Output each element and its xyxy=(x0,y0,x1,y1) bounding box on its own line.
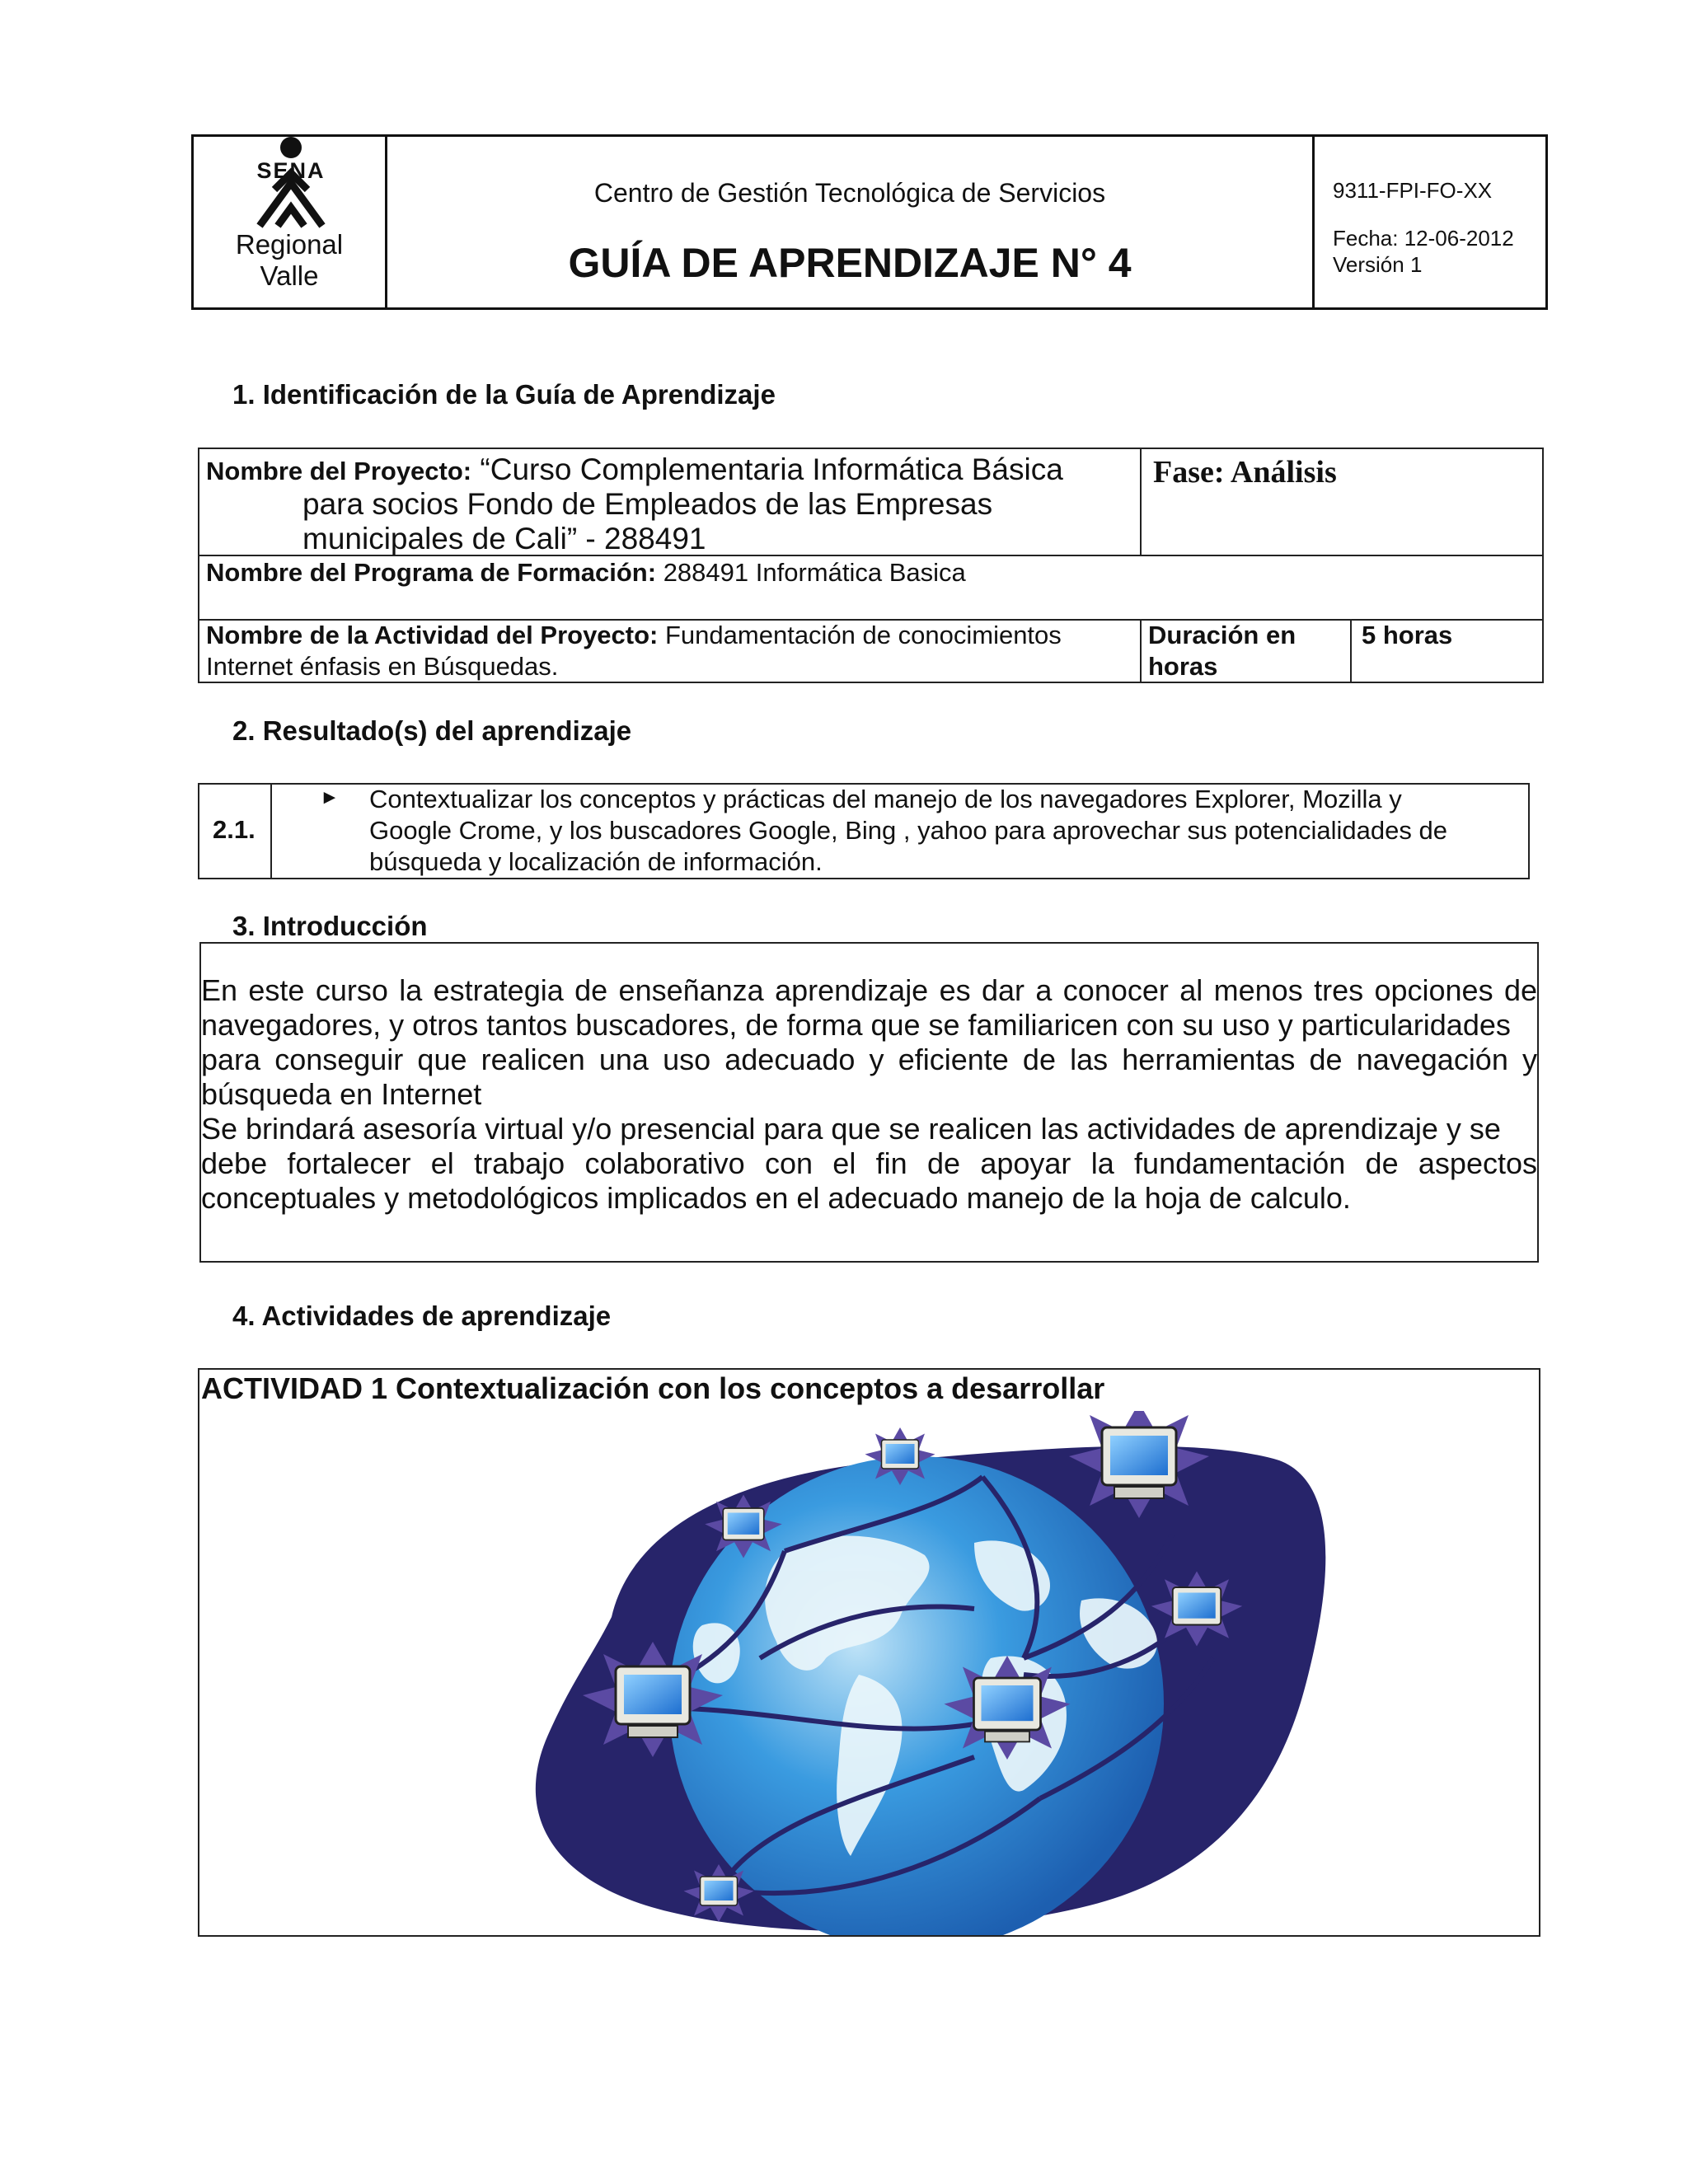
header-meta-cell xyxy=(1315,137,1545,307)
project-label: Nombre del Proyecto: xyxy=(206,457,472,485)
result-line1: Contextualizar los conceptos y prácticas del manejo de los navegadores Explorer, Mozilla y xyxy=(369,785,1402,813)
intro-text xyxy=(201,973,1537,1216)
regional-line1: Regional xyxy=(235,229,344,260)
duration-value-cell xyxy=(1352,621,1542,682)
internet-globe-illustration xyxy=(513,1411,1419,1937)
section2-title: 2. Resultado(s) del aprendizaje xyxy=(232,715,632,746)
program-label: Nombre del Programa de Formación: xyxy=(206,558,657,587)
intro-line7: conceptuales y metodológicos implicados en el adecuado manejo de la hoja de calculo. xyxy=(201,1181,1351,1215)
result-line2: Google Crome, y los buscadores Google, Bing , yahoo para aprovechar sus potencialidades de xyxy=(369,816,1447,845)
program-cell xyxy=(199,556,1542,621)
activity-cell xyxy=(199,621,1142,682)
section4-title: 4. Actividades de aprendizaje xyxy=(232,1301,612,1331)
intro-line2: navegadores, y otros tantos buscadores, de forma que se familiaricen con su uso y particularidades xyxy=(201,1008,1511,1042)
activity-label: Nombre de la Actividad del Proyecto: xyxy=(206,621,659,649)
phase-cell xyxy=(1142,449,1542,556)
document-version: Versión 1 xyxy=(1333,252,1423,277)
duration-label-cell xyxy=(1142,621,1352,682)
project-line1: “Curso Complementaria Informática Básica xyxy=(480,452,1063,486)
identification-table xyxy=(198,448,1544,683)
intro-line5: Se brindará asesoría virtual y/o presencial para que se realicen las actividades de aprendizaje y se xyxy=(201,1112,1501,1146)
document-date: Fecha: 12-06-2012 xyxy=(1333,226,1514,251)
introduction-box xyxy=(199,942,1539,1263)
document-header xyxy=(191,134,1548,310)
result-number-cell xyxy=(199,785,272,878)
program-row xyxy=(206,558,966,588)
center-subtitle: Centro de Gestión Tecnológica de Servicios xyxy=(593,178,1106,208)
activity-row xyxy=(206,621,1062,650)
result-number: 2.1. xyxy=(213,815,256,844)
bullet-arrow-icon: ► xyxy=(320,786,340,808)
duration-label-line2: horas xyxy=(1148,652,1218,681)
duration-value: 5 horas xyxy=(1362,621,1453,649)
regional-line2: Valle xyxy=(260,260,319,291)
phase-text: Fase: Análisis xyxy=(1153,455,1337,490)
activity1-title: ACTIVIDAD 1 Contextualización con los conceptos a desarrollar xyxy=(201,1371,1105,1405)
activity1-box xyxy=(198,1368,1540,1937)
project-line2: para socios Fondo de Empleados de las Empresas xyxy=(302,487,993,521)
intro-line3: para conseguir que realicen una uso adecuado y eficiente de las herramientas de navegación y xyxy=(201,1043,1537,1076)
duration-label-line1: Duración en xyxy=(1148,621,1296,649)
section3-title: 3. Introducción xyxy=(232,911,428,941)
intro-line1: En este curso la estrategia de enseñanza aprendizaje es dar a conocer al menos tres opciones de xyxy=(201,973,1537,1007)
result-text-cell xyxy=(272,785,1528,878)
intro-line4: búsqueda en Internet xyxy=(201,1077,482,1111)
intro-line6: debe fortalecer el trabajo colaborativo con el fin de apoyar la fundamentación de aspectos xyxy=(201,1146,1537,1180)
section1-title: 1. Identificación de la Guía de Aprendizaje xyxy=(232,379,776,410)
program-value: 288491 Informática Basica xyxy=(663,558,966,587)
document-title: GUÍA DE APRENDIZAJE N° 4 xyxy=(568,240,1132,286)
activity-value-line2: Internet énfasis en Búsquedas. xyxy=(206,652,559,681)
sena-logo-icon xyxy=(241,137,340,232)
header-title-cell xyxy=(387,137,1315,307)
learning-results-table xyxy=(198,783,1530,879)
project-line3: municipales de Cali” - 288491 xyxy=(302,522,706,555)
sena-logo-text: SENA xyxy=(256,158,326,183)
result-line3: búsqueda y localización de información. xyxy=(369,847,823,876)
header-logo-cell xyxy=(194,137,387,307)
document-code: 9311-FPI-FO-XX xyxy=(1333,178,1493,203)
project-cell xyxy=(199,449,1142,556)
activity-value-line1: Fundamentación de conocimientos xyxy=(665,621,1062,649)
project-line1-row xyxy=(206,452,1063,487)
